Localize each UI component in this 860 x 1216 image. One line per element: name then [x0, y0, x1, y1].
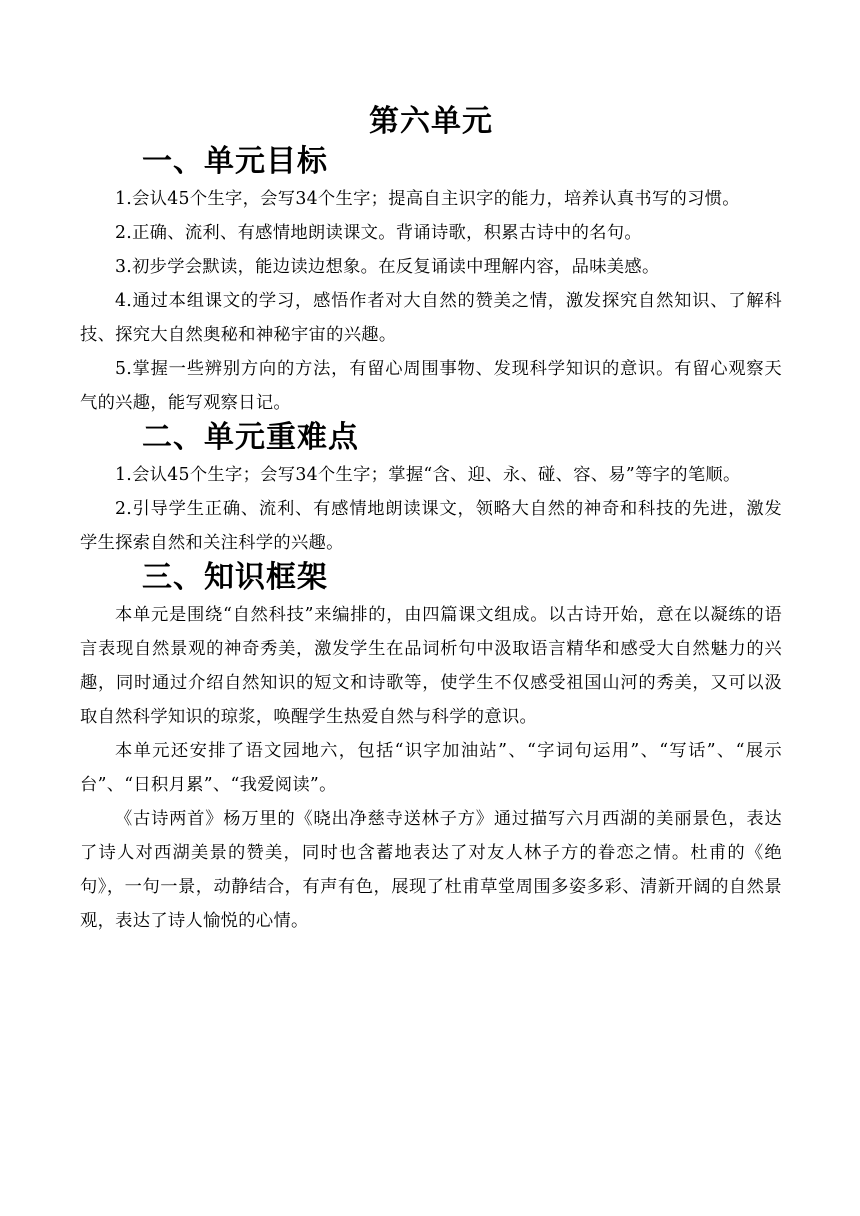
paragraph: 《古诗两首》杨万里的《晓出净慈寺送林子方》通过描写六月西湖的美丽景色，表达了诗人对西湖美景的赞美，同时也含蓄地表达了对友人林子方的眷恋之情。杜甫的《绝句》，一句一景，动静结合，有声有色，展现了杜甫草堂周围多姿多彩、清新开阔的自然景观，表达了诗人愉悦的心情。 [80, 809, 782, 931]
paragraph: 3.初步学会默读，能边读边想象。在反复诵读中理解内容，品味美感。 [115, 257, 660, 277]
paragraph: 4.通过本组课文的学习，感悟作者对大自然的赞美之情，激发探究自然知识、了解科技、探究大自然奥秘和神秘宇宙的兴趣。 [80, 291, 782, 345]
section-heading: 一、单元目标 [142, 144, 328, 179]
document-title: 第六单元 [369, 104, 493, 139]
section-heading: 三、知识框架 [142, 560, 328, 595]
section-unit-goals [80, 144, 782, 420]
paragraph: 1.会认45个生字，会写34个生字；提高自主识字的能力，培养认真书写的习惯。 [115, 189, 740, 209]
document-page [80, 100, 782, 938]
paragraph: 本单元是围绕“自然科技”来编排的，由四篇课文组成。以古诗开始，意在以凝练的语言表现自然景观的神奇秀美，激发学生在品词析句中汲取语言精华和感受大自然魅力的兴趣，同时通过介绍自然知识的短文和诗歌等，使学生不仅感受祖国山河的秀美，又可以汲取自然科学知识的琼浆，唤醒学生热爱自然与科学的意识。 [80, 605, 782, 727]
section-heading: 二、单元重难点 [142, 420, 359, 455]
paragraph: 2.正确、流利、有感情地朗读课文。背诵诗歌，积累古诗中的名句。 [115, 223, 642, 243]
section-key-difficulties [80, 420, 782, 560]
paragraph: 本单元还安排了语文园地六，包括“识字加油站”、“字词句运用”、“写话”、“展示台”、“日积月累”、“我爱阅读”。 [80, 741, 782, 795]
paragraph: 5.掌握一些辨别方向的方法，有留心周围事物、发现科学知识的意识。有留心观察天气的兴趣，能写观察日记。 [80, 359, 782, 413]
paragraph: 2.引导学生正确、流利、有感情地朗读课文，领略大自然的神奇和科技的先进，激发学生探索自然和关注科学的兴趣。 [80, 499, 782, 553]
section-knowledge-framework [80, 560, 782, 938]
paragraph: 1.会认45个生字；会写34个生字；掌握“含、迎、永、碰、容、易”等字的笔顺。 [115, 465, 741, 485]
